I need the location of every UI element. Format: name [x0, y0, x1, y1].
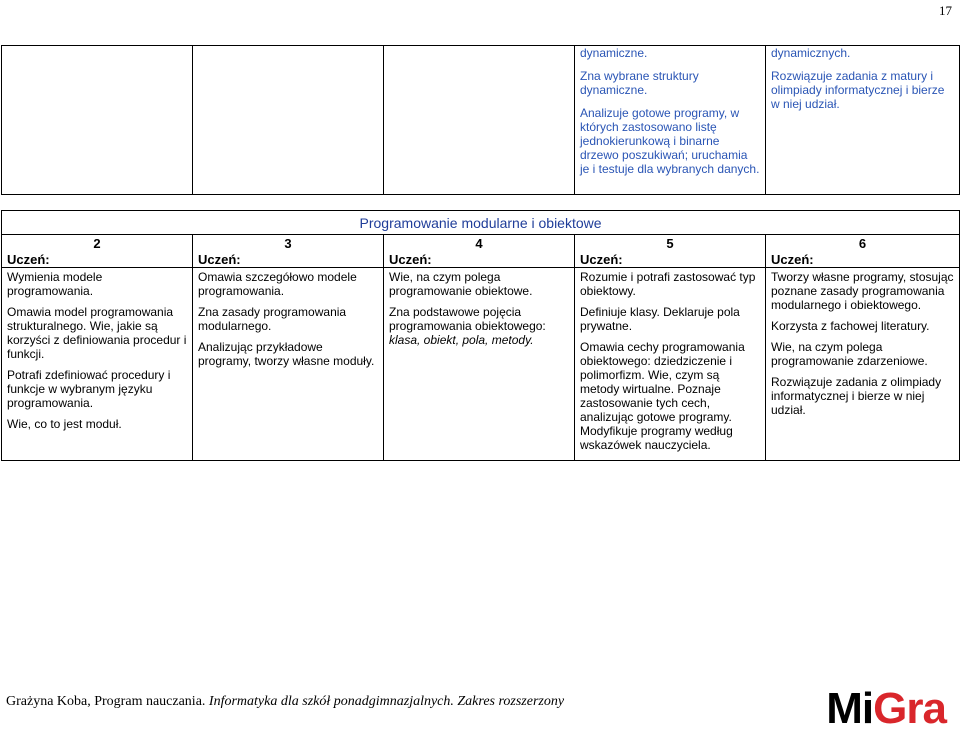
footer-author: Grażyna Koba, Program nauczania. [6, 694, 206, 709]
logo-part-dark: Mi [826, 684, 874, 733]
requirements-grade-2 [2, 268, 193, 461]
req-2-item-3: Potrafi zdefiniować procedury i funkcje w wybranym języku programowania. [7, 368, 171, 410]
requirements-grade-6 [766, 268, 960, 461]
top-continuation-table [1, 45, 960, 195]
req-5-item-3: Omawia cechy programowania obiektowego: dziedziczenie i polimorfizm. Wie, czym są metody wirtualne. Poznaje zastosowanie tych cech, analizując gotowe programy. Modyfikuje programy według wskazówek nauczyciela. [580, 340, 745, 452]
page-number: 17 [939, 3, 952, 18]
top-cell-4 [575, 46, 766, 195]
section-title: Programowanie modularne i obiektowe [2, 211, 960, 235]
top-col4-text-2: Zna wybrane struktury dynamiczne. [580, 69, 699, 97]
req-4-item-2 [389, 305, 569, 347]
top-col4-text-3: Analizuje gotowe programy, w których zastosowano listę jednokierunkową i binarne drzewo poszukiwań; uruchamia je i testuje dla wybranych danych. [580, 106, 760, 176]
req-6-item-3: Wie, na czym polega programowanie zdarzeniowe. [771, 340, 928, 368]
req-3-item-2: Zna zasady programowania modularnego. [198, 305, 347, 333]
requirements-grade-3 [193, 268, 384, 461]
top-cell-2 [193, 46, 384, 195]
logo-part-red: Gra [873, 684, 946, 733]
curriculum-table [1, 210, 960, 461]
req-6-item-2: Korzysta z fachowej literatury. [771, 319, 930, 333]
top-col5-text-1: dynamicznych. [771, 46, 851, 60]
student-label-3: Uczeń: [384, 252, 575, 268]
req-5-item-2: Definiuje klasy. Deklaruje pola prywatne. [580, 305, 740, 333]
student-label-5: Uczeń: [766, 252, 960, 268]
footer-citation [6, 694, 564, 710]
migra-logo [826, 684, 946, 733]
req-2-item-2: Omawia model programowania strukturalnego. Wie, jakie są korzyści z definiowania procedur i funkcji. [7, 305, 187, 361]
req-4-item-1: Wie, na czym polega programowanie obiektowe. [389, 270, 533, 298]
req-2-item-1: Wymienia modele programowania. [7, 270, 103, 298]
req-5-item-1: Rozumie i potrafi zastosować typ obiektowy. [580, 270, 756, 298]
req-6-item-1: Tworzy własne programy, stosując poznane zasady programowania modularnego i obiektowego. [771, 270, 954, 312]
requirements-grade-5 [575, 268, 766, 461]
req-3-item-1: Omawia szczegółowo modele programowania. [198, 270, 357, 298]
footer-title: Informatyka dla szkół ponadgimnazjalnych. Zakres rozszerzony [208, 694, 565, 709]
req-2-item-4: Wie, co to jest moduł. [7, 417, 122, 431]
grade-6: 6 [766, 235, 960, 253]
req-6-item-4: Rozwiązuje zadania z olimpiady informatycznej i bierze w niej udział. [771, 375, 942, 417]
req-4-item-2-text: Zna podstawowe pojęcia programowania obiektowego: [389, 305, 546, 333]
grade-4: 4 [384, 235, 575, 253]
req-3-item-3: Analizując przykładowe programy, tworzy własne moduły. [198, 340, 375, 368]
grade-2: 2 [2, 235, 193, 253]
student-label-4: Uczeń: [575, 252, 766, 268]
top-cell-5 [766, 46, 960, 195]
student-label-2: Uczeń: [193, 252, 384, 268]
req-4-italic-terms: klasa, obiekt, pola, metody. [389, 333, 534, 347]
student-label-1: Uczeń: [2, 252, 193, 268]
grade-5: 5 [575, 235, 766, 253]
top-col4-text-1: dynamiczne. [580, 46, 648, 60]
top-col5-text-2: Rozwiązuje zadania z matury i olimpiady informatycznej i bierze w niej udział. [771, 69, 945, 111]
top-cell-3 [384, 46, 575, 195]
grade-3: 3 [193, 235, 384, 253]
requirements-grade-4 [384, 268, 575, 461]
top-cell-1 [2, 46, 193, 195]
